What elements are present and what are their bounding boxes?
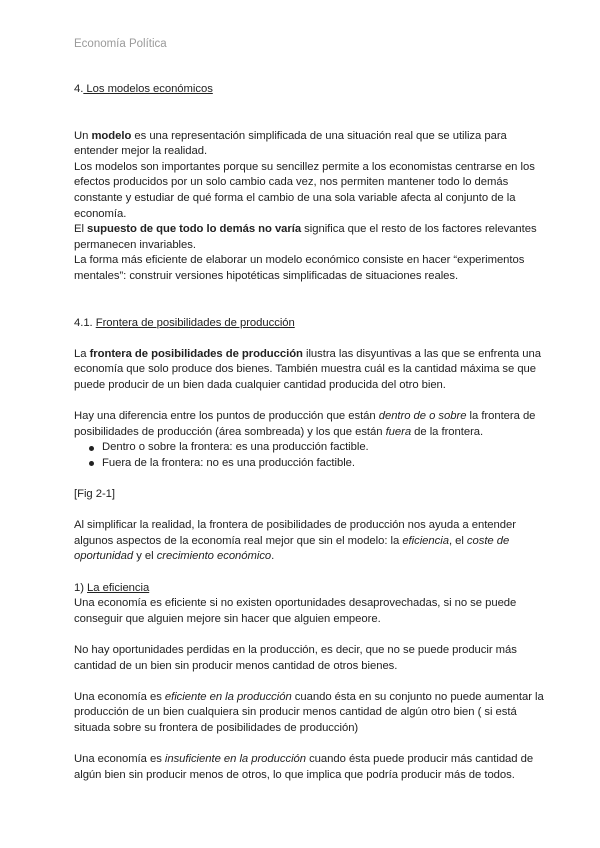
paragraph-eficiente-produccion: Una economía es eficiente en la producción cuando ésta en su conjunto no puede aumentar la producción de un bien cualquiera sin producir menos cantidad de algún otro bien ( si está situada sobre su frontera de posibilidades de producción) (74, 690, 544, 734)
list-item: Dentro o sobre la frontera: es una producción factible. (102, 440, 544, 456)
document-body (74, 82, 544, 783)
subsection-number: 1) (74, 581, 88, 594)
section-heading-4 (74, 82, 544, 98)
subsection-heading-eficiencia (74, 581, 544, 597)
section-title: Los modelos económicos (83, 83, 213, 95)
figure-reference: [Fig 2-1] (74, 488, 115, 501)
bullet-list (74, 440, 544, 471)
term-supuesto: supuesto de que todo lo demás no varía (87, 223, 302, 236)
subsection-title: La eficiencia (87, 581, 150, 594)
paragraph-supuesto: El supuesto de que todo lo demás no varía significa que el resto de los factores relevantes permanecen invariables. (74, 223, 537, 251)
paragraph-importancia: Los modelos son importantes porque su sencillez permite a los economistas centrarse en los efectos producidos por un solo cambio cada vez, nos permiten mantener todo lo demás constante y estudiar de qué forma el cambio de una sola variable afecta al conjunto de la economía. (74, 160, 535, 220)
paragraph-experimentos: La forma más eficiente de elaborar un modelo económico consiste en hacer “experimentos mentales”: construir versiones hipotéticas simplificadas de situaciones reales. (74, 254, 525, 282)
paragraph-frontera: La frontera de posibilidades de producción ilustra las disyuntivas a las que se enfrenta una economía que solo produce dos bienes. También muestra cuál es la cantidad máxima se que puede producir de un bien dada cualquier cantidad producida del otro bien. (74, 347, 541, 391)
section-number: 4. (74, 83, 84, 95)
list-item: Fuera de la frontera: no es una producción factible. (102, 456, 544, 472)
term-frontera: frontera de posibilidades de producción (89, 347, 303, 360)
paragraph-oportunidades: No hay oportunidades perdidas en la producción, es decir, que no se puede producir más cantidad de un bien sin producir menos cantidad de otros bienes. (74, 644, 517, 672)
section-number: 4.1. (74, 316, 96, 329)
paragraph-modelo: Un modelo es una representación simplificada de una situación real que se utiliza para entender mejor la realidad. (74, 129, 507, 158)
paragraph-eficiente: Una economía es eficiente si no existen oportunidades desaprovechadas, si no se puede conseguir que alguien mejore sin hacer que alguien empeore. (74, 597, 517, 625)
paragraph-simplificar: Al simplificar la realidad, la frontera de posibilidades de producción nos ayuda a entender algunos aspectos de la economía real mejor que sin el modelo: la eficiencia, el coste de oportunidad y el crecimiento económico. (74, 519, 516, 563)
running-header: Economía Política (74, 38, 167, 50)
section-heading-4-1 (74, 316, 544, 332)
term-modelo: modelo (91, 129, 132, 142)
paragraph-diferencia: Hay una diferencia entre los puntos de producción que están dentro de o sobre la frontera de posibilidades de producción (área sombreada) y los que están fuera de la frontera. (74, 410, 536, 438)
paragraph-insuficiente-produccion: Una economía es insuficiente en la producción cuando ésta puede producir más cantidad de algún bien sin producir menos de otros, lo que implica que podría producir más de todos. (74, 753, 534, 781)
section-title: Frontera de posibilidades de producción (95, 316, 295, 329)
